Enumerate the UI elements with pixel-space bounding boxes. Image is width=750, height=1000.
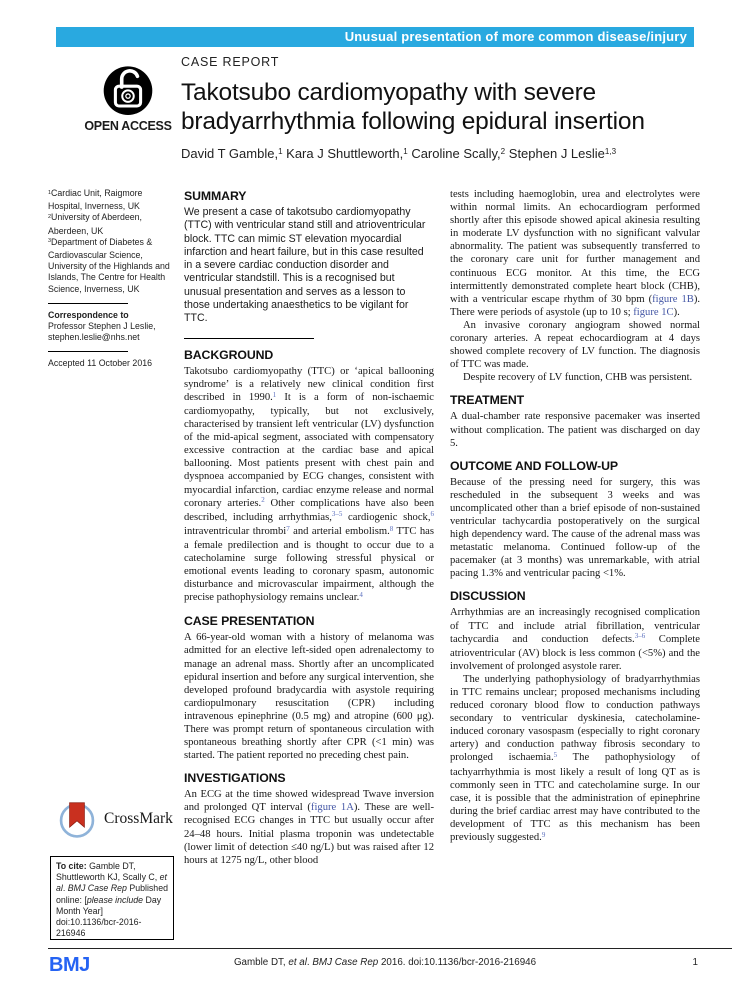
text-segment: BMJ Case Rep [312,957,379,968]
discussion-paragraph-1 [450,606,700,672]
section-heading-treatment: TREATMENT [450,393,525,408]
text-segment: ). These are well-recognised ECG changes in TTC but usually occur after 24–48 hours. Initial plasma troponin was undetectable (lower limit of detection ≤40 ng/L) but was raised after 12 hours at 1275 ng/L, other blood [184,802,434,866]
text-segment: Caroline Scally, [407,146,501,161]
reference-superscript: 6 [430,510,434,519]
crossmark-icon [57,799,97,839]
right-column [450,188,700,946]
correspondence-label: Correspondence to [48,309,129,320]
discussion-paragraph-2 [450,673,700,845]
footer-rule [48,948,732,949]
investigations-continued-paragraph [450,188,700,319]
text-segment: Arrhythmias are an increasingly recognised complication of TTC and include atrial fibrillation, ventricular tachycardia and conduction defects. [450,607,700,645]
text-segment: TTC has a female predilection and is thought to occur due to a catecholamine surge following stressful physical or emotional events leading to coronary spasm, autonomic disturbance and microvascular impairment, although the precise pathophysiology remains unclear. [184,525,434,604]
crossmark-badge[interactable] [57,799,173,839]
sidebar-divider [48,303,128,304]
text-segment: Gamble DT, Shuttleworth KJ, Scally C, [56,861,160,883]
text-segment: An ECG at the time showed widespread Twave inversion and prolonged QT interval ( [184,789,434,814]
text-segment: . [306,957,313,968]
bmj-logo: BMJ [49,954,90,976]
text-segment: Takotsubo cardiomyopathy (TTC) or ‘apical ballooning syndrome’ is a relatively new clinical condition first described in 1990. [184,365,434,403]
correspondence-name: Professor Stephen J Leslie, [48,321,156,332]
text-segment: Other complications have also been described, including arrhythmias, [184,497,434,523]
text-segment: The pathophysiology of tachyarrhythmia is most likely a result of long QT as is commonly seen in TTC and catecholamine surge. In our case, it is possible that the administration of epinephrine during the brief cardiac arrest may have contributed to the development of TTC as this mechanism has been previously suggested. [450,752,700,844]
investigations-paragraph [184,788,434,867]
text-segment: and arterial embolism. [289,525,390,537]
chb-paragraph: Despite recovery of LV function, CHB was persistent. [463,372,693,384]
text-segment: BMJ Case Rep [67,883,127,894]
correspondence-email[interactable]: stephen.leslie@nhs.net [48,332,140,343]
figure-1b-link[interactable]: figure 1B [652,293,694,305]
reference-superscript: 3–6 [634,632,646,641]
text-segment: Department of Diabetes & Cardiovascular Science, University of the Highlands and Islands, The Centre for Health Science, Inverness, UK [48,236,170,294]
reference-superscript: 2 [261,496,265,505]
text-segment: tests including haemoglobin, urea and electrolytes were within normal limits. An echocardiogram performed shortly after this episode showed apical akinesia resulting in moderate LV dysfunction with no significant valvular abnormality. The patient was subsequently transferred to the coronary care unit for further management and continuous ECG monitor. At this time, the ECG intermittently demonstrated complete heart block (CHB), with a ventricular escape rhythm of 30 bpm ( [450,189,700,305]
angiogram-paragraph: An invasive coronary angiogram showed normal coronary arteries. A repeat echocardiogram at 4 days showed complete recovery of LV function. The diagnosis of TTC was made. [450,319,700,371]
series-banner: Unusual presentation of more common disease/injury [56,27,694,47]
section-heading-outcome: OUTCOME AND FOLLOW-UP [450,458,618,473]
text-segment: et al [288,957,307,968]
text-segment: intraventricular thrombi [184,525,287,537]
masthead [181,55,701,161]
text-segment: The underlying pathophysiology of bradyarrhythmias in TTC remains unclear; proposed mechanisms including reduced coronary blood flow to conduction pathways secondary to ventricular dyskinesia, catecholamine-induced coronary vasospasm (especially to right coronary artery) and conduction pathway fibrosis secondary to prolonged ischaemia. [450,673,700,764]
text-segment: Cardiac Unit, Raigmore Hospital, Inverness, UK [48,188,143,212]
reference-superscript: 5 [553,751,558,760]
reference-superscript: 1 [272,390,277,399]
outcome-paragraph: Because of the pressing need for surgery, this was rescheduled in the subsequent 3 weeks and was uncomplicated other than a brief episode of non-sustained ventricular tachycardia postoperatively on the surgical high dependency ward. The cause of the adrenal mass was metastatic melanoma. Continued follow-up of the pacemaker (at 3 months) was unremarkable, with atrial pacing 1.3% and ventricular pacing <1%. [450,476,700,580]
page-number: 1 [692,957,698,968]
text-segment: et al [56,872,167,894]
text-segment: Kara J Shuttleworth, [282,146,404,161]
section-heading-discussion: DISCUSSION [450,589,526,604]
background-paragraph [184,365,434,606]
text-segment: Published online: [ [56,883,168,905]
affiliation [48,188,176,212]
reference-superscript: 8 [389,524,394,533]
sidebar-divider [48,351,128,352]
text-segment: Gamble DT, [233,957,289,968]
text-segment: University of Aberdeen, Aberdeen, UK [48,212,142,236]
text-segment: cardiogenic shock, [342,511,431,523]
reference-superscript: 9 [541,830,546,839]
crossmark-label: CrossMark [104,810,173,827]
text-segment: 1 [278,147,283,157]
text-segment: 2 [48,213,52,220]
text-segment: Stephen J Leslie [505,146,605,161]
text-segment: ). [673,306,680,318]
text-segment: Complete atrioventricular (AV) block is less common (<5%) and the involvement of prolonged asystole rarer. [450,633,700,672]
text-segment: To cite: [56,861,87,871]
cite-box [50,856,174,940]
reference-superscript: 3–5 [331,510,343,519]
text-segment: Day Month Year] doi:10.1136/bcr-2016-216946 [56,894,162,939]
case-presentation-paragraph: A 66-year-old woman with a history of melanoma was admitted for an elective left-sided open adrenalectomy to manage an adrenal mass. Shortly after an uncomplicated epidural insertion and before any surgical intervention, she developed profound bradycardia with asystole requiring cardiopulmonary resuscitation (CPR) including intravenous epinephrine (0.5 mg) and atropine (600 μg). There was prompt return of spontaneous circulation with spontaneous breathing shortly after CPR (<1 min) was started. The patient reported no preceding chest pain. [184,632,434,762]
text-segment: David T Gamble, [181,146,279,161]
open-access-badge [76,58,180,133]
open-access-padlock-icon [101,58,155,118]
text-segment: 2 [500,147,506,157]
text-segment: . [62,883,68,894]
figure-1c-link[interactable]: figure 1C [633,306,674,318]
affiliation [48,212,176,236]
accepted-date: Accepted 11 October 2016 [48,358,153,369]
section-heading-case-presentation: CASE PRESENTATION [184,614,315,629]
text-segment: 1,3 [604,147,617,157]
author-list [181,146,701,161]
article-type: CASE REPORT [181,55,280,69]
summary-divider [184,338,314,339]
affiliation [48,237,176,295]
text-segment: please include [86,894,144,905]
section-heading-investigations: INVESTIGATIONS [184,771,286,786]
figure-1a-link[interactable]: figure 1A [310,802,354,814]
text-segment: 1 [403,147,408,157]
summary-text: We present a case of takotsubo cardiomyopathy (TTC) with ventricular stand still and atrioventricular block. TTC can mimic ST elevation myocardial infarction and heart failure, but in this case resulted in a severe cardiac conduction disorder and ventricular standstill. This is a recognised but unusual presentation and serves as a lesson to those undertaking anaesthetics to be vigilant for TTC. [184,206,426,325]
open-access-label: OPEN ACCESS [84,119,172,133]
treatment-paragraph: A dual-chamber rate responsive pacemaker was inserted without complication. The patient was discharged on day 5. [450,411,700,449]
text-segment: ). There were periods of asystole (up to 10 s; [450,293,700,318]
footer-citation [165,957,605,968]
text-segment: It is a form of non-ischaemic cardiomyopathy, typically, but not exclusively, characterised by transient left ventricular (LV) dysfunction of the mid-apical segment, associated with compensatory excessive contraction at the cardiac base and apical ballooning. Most patients present with chest pain and dyspnoea accompanied by ECG changes, consistent with myocardial infarction, cardiac enzyme release and normal coronary arteries. [184,391,434,509]
text-segment: 1 [48,189,52,196]
reference-superscript: 4 [359,590,363,599]
text-segment: 2016. doi:10.1136/bcr-2016-216946 [378,957,537,968]
text-segment: 3 [48,238,52,245]
section-heading-summary: SUMMARY [184,189,247,203]
reference-superscript: 7 [286,524,290,533]
article-title: Takotsubo cardiomyopathy with severe bradyarrhythmia following epidural insertion [181,79,645,135]
section-heading-background: BACKGROUND [184,347,274,362]
left-column [184,188,434,946]
